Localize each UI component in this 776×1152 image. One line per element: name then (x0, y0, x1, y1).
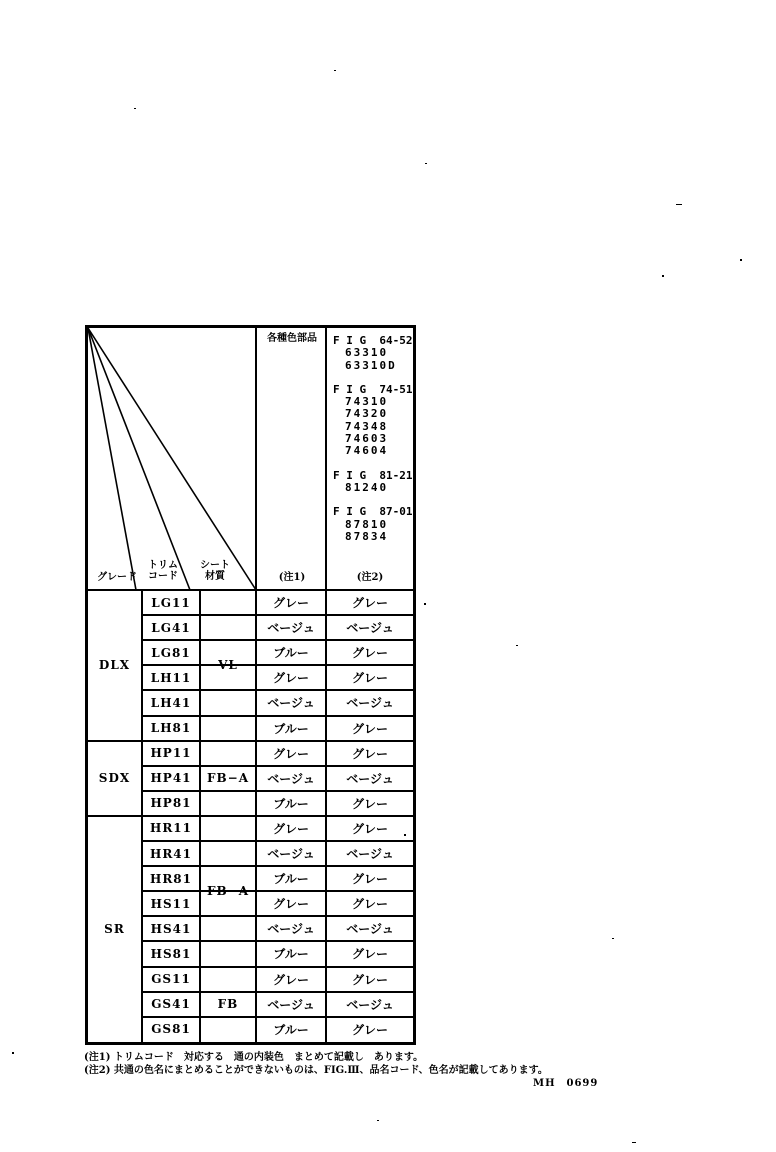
trim-header-line1: トリム (148, 560, 178, 571)
note1-color-cell: ブルー (273, 947, 309, 962)
scan-speck (632, 1142, 636, 1143)
note2-color-cell: グレー (351, 796, 388, 811)
fig-part-code: 74310 (345, 395, 389, 409)
note1-color-cell: ベージュ (267, 997, 315, 1012)
page-code: MH 0699 (533, 1078, 599, 1089)
scan-speck (12, 1052, 14, 1054)
header-divider (325, 326, 327, 590)
fig-group (333, 470, 412, 495)
trim-code-cell: HS41 (150, 921, 192, 936)
seat-header-line1: シート (200, 560, 230, 571)
note2-color-cell: グレー (351, 821, 388, 836)
trim-code-cell: HS11 (150, 896, 192, 911)
fig-title: F I G 81-21 (333, 468, 413, 482)
note1-color-cell: グレー (272, 746, 309, 761)
note1-color-cell: ベージュ (267, 621, 315, 636)
grade-cell: SR (104, 921, 125, 936)
table-top-border (85, 325, 416, 328)
note2-color-cell: ベージュ (346, 847, 394, 862)
note1-color-cell: ブルー (273, 1022, 309, 1037)
fig-group (333, 384, 412, 458)
table-bottom-border (85, 1042, 416, 1045)
trim-code-header (137, 560, 189, 582)
note1-color-cell: ベージュ (267, 696, 315, 711)
footnote-1: (注1) トリムコード 対応する 通の内装色 まとめて記載し あります。 (84, 1052, 424, 1063)
note1-color-cell: グレー (272, 821, 309, 836)
note2-header: (注2) (356, 572, 384, 583)
fig-part-code: 63310 (345, 346, 389, 360)
trim-code-cell: HS81 (150, 946, 192, 961)
trim-code-cell: GS81 (151, 1022, 191, 1037)
trim-header-line2: コード (148, 571, 178, 582)
seat-material-cell: FB−A (206, 771, 250, 786)
note2-color-cell: グレー (351, 671, 388, 686)
scan-speck (425, 163, 427, 164)
trim-code-cell: HP11 (150, 746, 192, 761)
note2-color-cell: グレー (351, 646, 388, 661)
note1-color-cell: ブルー (273, 721, 309, 736)
grade-header: グレード (97, 572, 137, 583)
header-diagonal (88, 328, 136, 590)
note1-color-cell: ベージュ (267, 771, 315, 786)
trim-code-cell: LG81 (151, 645, 191, 660)
seat-material-header (195, 560, 235, 582)
note2-color-cell: ベージュ (346, 922, 394, 937)
note2-color-cell: グレー (351, 596, 388, 611)
trim-code-cell: LG11 (151, 595, 191, 610)
trim-code-cell: LH41 (150, 695, 192, 710)
note1-color-cell: ブルー (273, 872, 309, 887)
trim-code-cell: HP41 (150, 771, 192, 786)
note1-color-cell: グレー (272, 897, 309, 912)
note2-color-cell: グレー (351, 947, 388, 962)
fig-part-code: 74348 (345, 419, 389, 433)
note1-header: (注1) (278, 572, 306, 583)
scan-speck (662, 275, 664, 277)
scan-speck (740, 259, 742, 261)
trim-code-cell: GS41 (151, 997, 191, 1012)
common-parts-header: 各種色部品 (267, 333, 317, 344)
note1-color-cell: ブルー (273, 796, 309, 811)
fig-group (333, 335, 412, 372)
note2-color-cell: ベージュ (346, 696, 394, 711)
header-diagonal (88, 328, 190, 590)
scan-speck (424, 603, 426, 605)
note1-color-cell: ベージュ (267, 922, 315, 937)
trim-code-cell: LH11 (150, 670, 192, 685)
seat-material-cell: FB−A (206, 884, 250, 899)
fig-part-code: 63310D (345, 358, 397, 372)
seat-material-cell: VL (218, 658, 238, 673)
scan-speck (334, 70, 336, 71)
seat-material-cell: FB (217, 997, 239, 1012)
fig-title: F I G 87-01 (333, 505, 413, 519)
fig-part-code: 87834 (345, 529, 389, 543)
scan-speck (612, 938, 614, 939)
fig-reference-list (333, 335, 412, 555)
note2-color-cell: グレー (351, 746, 388, 761)
header-divider (255, 326, 257, 590)
fig-part-code: 74320 (345, 407, 389, 421)
note2-color-cell: グレー (351, 1022, 388, 1037)
note2-color-cell: グレー (351, 872, 388, 887)
note2-color-cell: グレー (351, 721, 388, 736)
trim-code-cell: LH81 (150, 721, 192, 736)
grade-cell: SDX (98, 771, 131, 786)
trim-code-cell: HP81 (150, 796, 192, 811)
note2-color-cell: ベージュ (346, 997, 394, 1012)
footnote-2: (注2) 共通の色名にまとめることができないものは、FIG.Ⅲ、品名コード、色名が記載してあります。 (84, 1065, 548, 1076)
scan-speck (134, 108, 136, 109)
trim-code-cell: HR11 (149, 821, 192, 836)
scan-speck (404, 834, 406, 836)
seat-header-line2: 材質 (205, 571, 225, 582)
note1-color-cell: グレー (272, 671, 309, 686)
note2-color-cell: ベージュ (346, 771, 394, 786)
note1-color-cell: グレー (272, 596, 309, 611)
note1-color-cell: グレー (272, 972, 309, 987)
fig-part-code: 87810 (345, 517, 389, 531)
scan-speck (377, 1120, 379, 1121)
trim-code-cell: LG41 (151, 620, 191, 635)
trim-code-cell: HR81 (149, 871, 192, 886)
trim-code-cell: HR41 (149, 846, 192, 861)
fig-title: F I G 64-52 (333, 334, 413, 347)
note1-color-cell: ベージュ (267, 847, 315, 862)
fig-part-code: 74604 (345, 444, 389, 458)
header-diagonal (88, 328, 256, 590)
fig-group (333, 506, 412, 543)
scan-speck (676, 204, 682, 205)
trim-code-cell: GS11 (151, 972, 191, 987)
fig-part-code: 74603 (345, 432, 389, 446)
note2-color-cell: ベージュ (346, 621, 394, 636)
scan-speck (516, 645, 518, 646)
fig-title: F I G 74-51 (333, 382, 413, 396)
fig-part-code: 81240 (345, 480, 389, 494)
note2-color-cell: グレー (351, 972, 388, 987)
note1-color-cell: ブルー (273, 646, 309, 661)
note2-color-cell: グレー (351, 897, 388, 912)
grade-cell: DLX (98, 658, 131, 673)
